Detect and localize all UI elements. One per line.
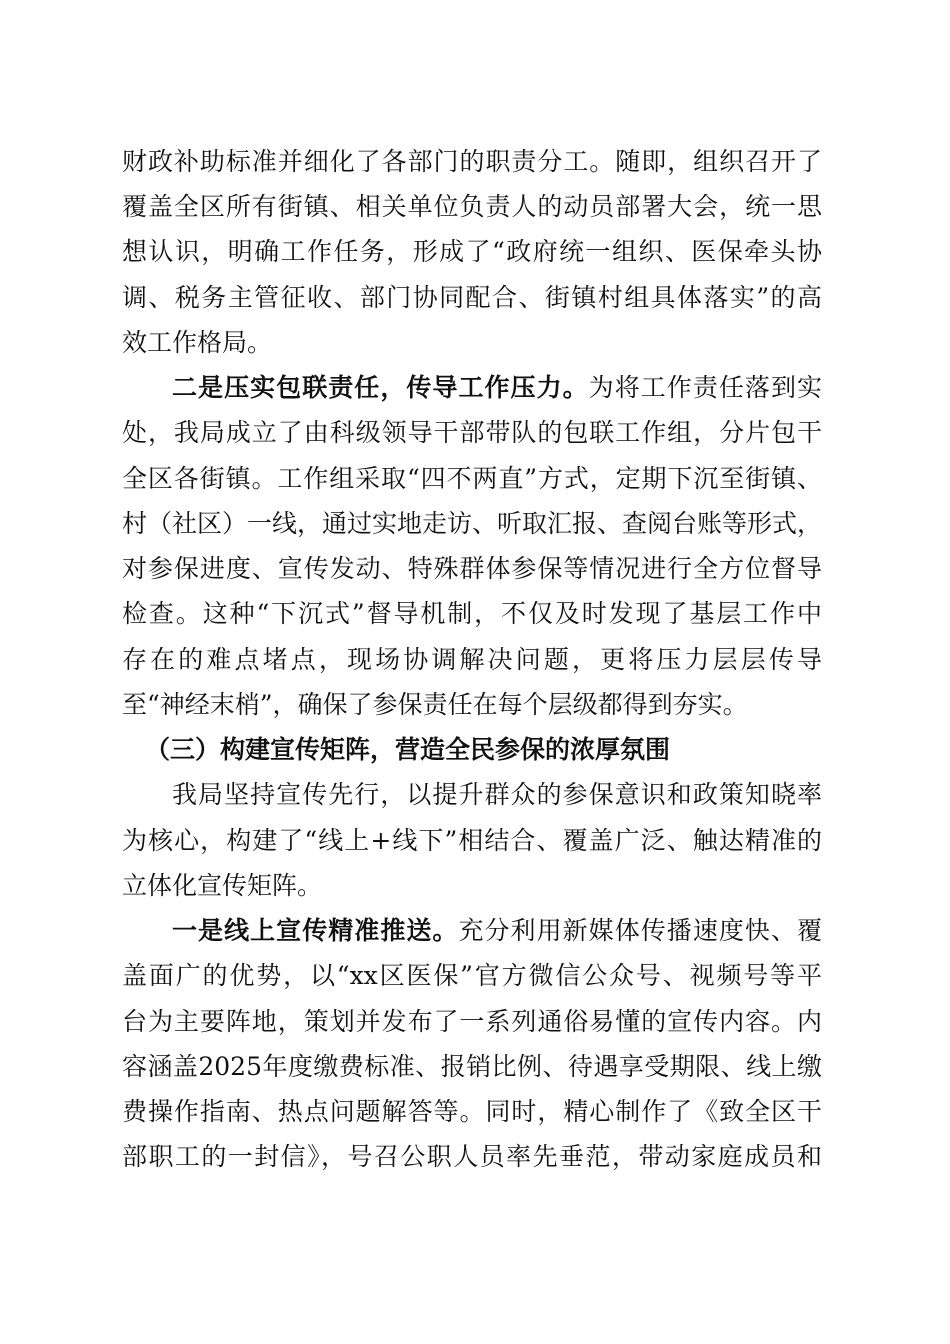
paragraph-line: 至“神经末梢”，确保了参保责任在每个层级都得到夯实。: [122, 690, 748, 719]
paragraph-line: 全区各街镇。工作组采取“四不两直”方式，定期下沉至街镇、: [122, 464, 822, 493]
paragraph-line: [172, 916, 822, 946]
paragraph-line: 财政补助标准并细化了各部门的职责分工。随即，组织召开了: [122, 147, 822, 176]
paragraph-line: 容涵盖2025年度缴费标准、报销比例、待遇享受期限、线上缴: [122, 1052, 822, 1081]
paragraph-line: 存在的难点堵点，现场协调解决问题，更将压力层层传导: [122, 645, 822, 674]
paragraph-line: 我局坚持宣传先行，以提升群众的参保意识和政策知晓率: [172, 780, 822, 809]
paragraph-line: 台为主要阵地，策划并发布了一系列通俗易懂的宣传内容。内: [122, 1007, 822, 1036]
paragraph-line: 村（社区）一线，通过实地走访、听取汇报、查阅台账等形式，: [122, 509, 823, 538]
paragraph-lead: 一是线上宣传精准推送。: [172, 916, 459, 945]
paragraph-line: 检查。这种“下沉式”督导机制，不仅及时发现了基层工作中: [122, 599, 822, 628]
paragraph-rest: 为将工作责任落到实: [588, 373, 822, 402]
paragraph-line: 对参保进度、宣传发动、特殊群体参保等情况进行全方位督导: [122, 554, 822, 583]
paragraph-line: 想认识，明确工作任务，形成了“政府统一组织、医保牵头协: [122, 237, 822, 266]
paragraph-line: [172, 373, 822, 403]
paragraph-line: 部职工的一封信》，号召公职人员率先垂范，带动家庭成员和: [122, 1142, 822, 1171]
paragraph-line: 调、税务主管征收、部门协同配合、街镇村组具体落实”的高: [122, 283, 822, 312]
paragraph-line: 效工作格局。: [122, 328, 273, 357]
paragraph-line: 覆盖全区所有街镇、相关单位负责人的动员部署大会，统一思: [122, 192, 822, 221]
paragraph-line: 立体化宣传矩阵。: [122, 871, 323, 900]
paragraph-line: 处，我局成立了由科级领导干部带队的包联工作组，分片包干: [122, 418, 822, 447]
section-heading: （三）构建宣传矩阵，营造全民参保的浓厚氛围: [145, 735, 671, 764]
paragraph-line: 盖面广的优势，以“xx区医保”官方微信公众号、视频号等平: [122, 961, 822, 990]
paragraph-line: 为核心，构建了“线上+线下”相结合、覆盖广泛、触达精准的: [122, 826, 822, 855]
paragraph-line: 费操作指南、热点问题解答等。同时，精心制作了《致全区干: [122, 1097, 822, 1126]
paragraph-lead: 二是压实包联责任，传导工作压力。: [172, 373, 589, 402]
paragraph-rest: 充分利用新媒体传播速度快、覆: [458, 916, 822, 945]
